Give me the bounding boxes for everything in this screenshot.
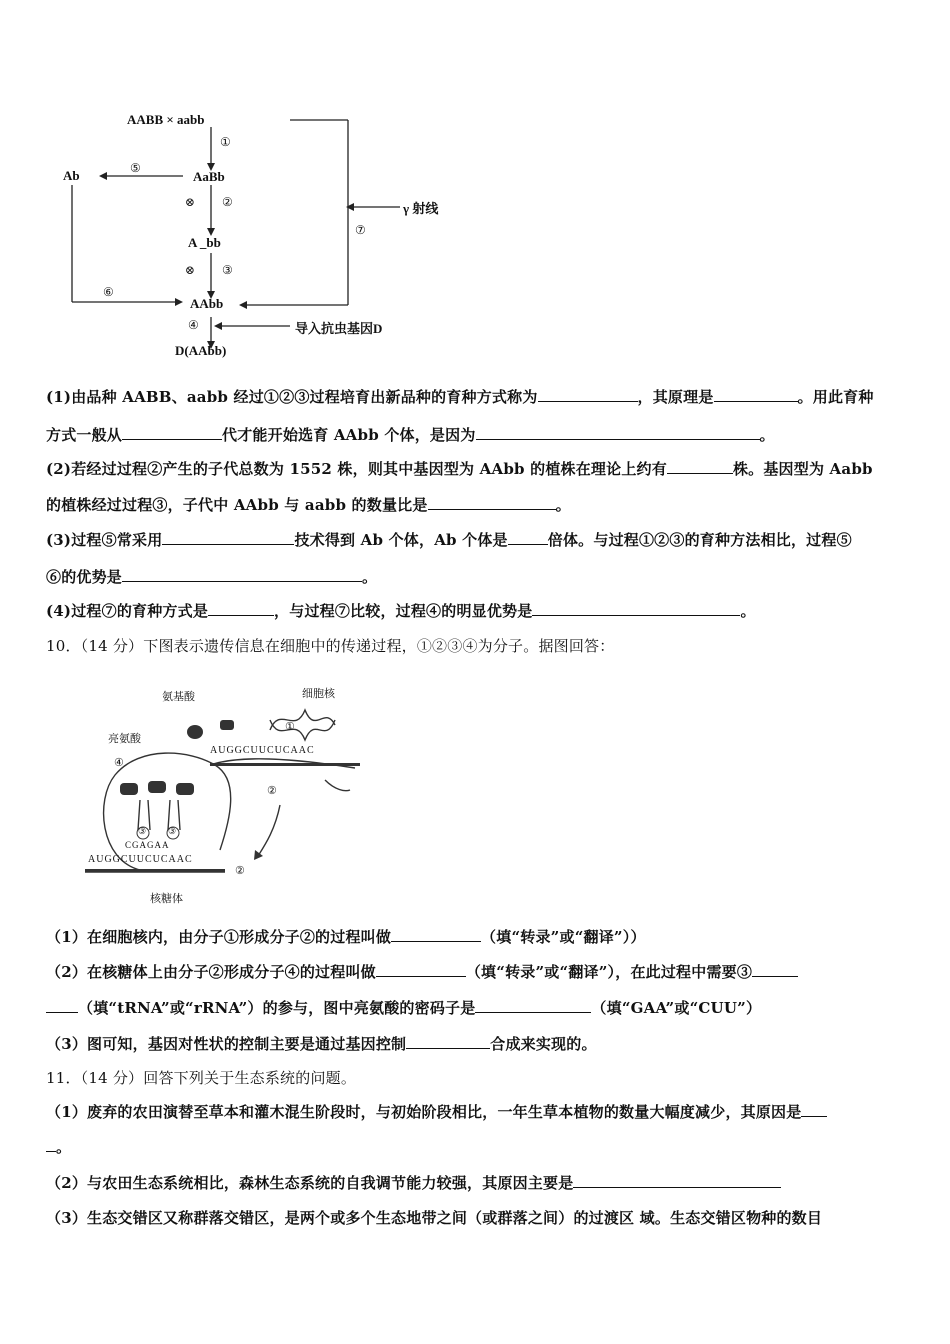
q11-s3a: （3）生态交错区又称群落交错区，是两个或多个生态地带之间（或群落之间）的过渡区 域。生态交错区物种的数目	[46, 1209, 823, 1227]
answer-blank[interactable]	[538, 387, 638, 402]
q9-part3-line2	[46, 566, 377, 587]
q9-p2d: 。	[555, 496, 571, 514]
molecule-2-label: ②	[267, 785, 277, 797]
answer-blank[interactable]	[122, 567, 362, 582]
q9-p1f: 。	[759, 426, 775, 444]
step-3-label: ③	[222, 263, 233, 277]
step-7-label: ⑦	[355, 223, 366, 237]
ribosome-label: 核糖体	[150, 893, 183, 905]
q10-s2b: （填“转录”或“翻译”），在此过程中需要③	[465, 963, 753, 981]
mrna-bottom-sequence: AUGGCUUCUCAAC	[88, 854, 193, 865]
q10-title-text: 10．（14 分）下图表示遗传信息在细胞中的传递过程，①②③④为分子。据图回答：	[46, 637, 615, 655]
q9-part1-line2	[46, 424, 775, 445]
q10-sub1	[46, 926, 646, 947]
molecule-3-label: ③	[138, 826, 147, 836]
q9-p2c: 的植株经过过程③，子代中 AAbb 与 aabb 的数量比是	[46, 496, 428, 514]
q9-p3a: (3)过程⑤常采用	[46, 531, 163, 549]
amino-acid-label: 氨基酸	[162, 691, 195, 703]
q10-s2a: （2）在核糖体上由分子②形成分子④的过程叫做	[46, 963, 376, 981]
q10-s1a: （1）在细胞核内，由分子①形成分子②的过程叫做	[46, 928, 392, 946]
step-1-label: ①	[220, 135, 231, 149]
mrna-top-sequence: AUGGCUUCUCAAC	[210, 745, 315, 756]
breeding-diagram	[55, 105, 475, 365]
q10-sub2-line2	[46, 997, 761, 1018]
q10-title	[46, 635, 614, 656]
answer-blank[interactable]	[122, 425, 222, 440]
q9-p1d: 方式一般从	[46, 426, 123, 444]
q9-p4a: (4)过程⑦的育种方式是	[46, 602, 209, 620]
f1-label: AaBb	[193, 169, 225, 184]
q9-p3e: 。	[362, 568, 378, 586]
answer-blank[interactable]	[406, 1034, 490, 1049]
step-2-label: ②	[222, 195, 233, 209]
leucine-label: 亮氨酸	[108, 733, 141, 745]
step-6-label: ⑥	[103, 285, 114, 299]
selfing-symbol: ⊗	[185, 195, 196, 209]
q11-title	[46, 1067, 356, 1088]
gamma-label: γ 射线	[403, 201, 439, 216]
q11-s2a: （2）与农田生态系统相比，森林生态系统的自我调节能力较强，其原因主要是	[46, 1174, 574, 1192]
q11-s1a: （1）废弃的农田演替至草本和灌木混生阶段时，与初始阶段相比，一年生草本植物的数量大幅度减少，其原因是	[46, 1103, 802, 1121]
answer-blank[interactable]	[801, 1102, 827, 1117]
answer-blank[interactable]	[46, 1137, 56, 1152]
molecule-3-label: ③	[168, 826, 177, 836]
answer-blank[interactable]	[476, 425, 760, 440]
q9-p2b: 株。基因型为 Aabb	[732, 460, 873, 478]
q11-sub2	[46, 1172, 781, 1193]
q9-part4	[46, 600, 756, 621]
ab-label: Ab	[63, 168, 80, 183]
molecule-2-label: ②	[235, 865, 245, 877]
q9-p3b: 技术得到 Ab 个体，Ab 个体是	[294, 531, 508, 549]
answer-blank[interactable]	[714, 387, 798, 402]
q9-p4c: 。	[740, 602, 756, 620]
q10-s3a: （3）图可知，基因对性状的控制主要是通过基因控制	[46, 1035, 407, 1053]
step-4-label: ④	[188, 318, 199, 332]
q9-part1-line1	[46, 386, 874, 407]
q11-sub1-line2	[46, 1136, 71, 1157]
q9-part2-line2	[46, 494, 571, 515]
answer-blank[interactable]	[391, 927, 481, 942]
selfing-symbol: ⊗	[185, 263, 196, 277]
q11-sub3	[46, 1207, 822, 1228]
q10-s2c: （填“tRNA”或“rRNA”）的参与，图中亮氨酸的密码子是	[78, 999, 476, 1017]
nucleus-label: 细胞核	[302, 688, 335, 700]
q11-sub1-line1	[46, 1101, 827, 1122]
q10-s2d: （填“GAA”或“CUU”）	[591, 999, 762, 1017]
answer-blank[interactable]	[573, 1173, 781, 1188]
translation-diagram-art	[80, 680, 380, 910]
answer-blank[interactable]	[208, 601, 274, 616]
translation-diagram	[80, 680, 380, 910]
molecule-4-label: ④	[114, 757, 124, 769]
q9-p3d: ⑥的优势是	[46, 568, 123, 586]
answer-blank[interactable]	[46, 998, 78, 1013]
answer-blank[interactable]	[162, 530, 294, 545]
q11-title-text: 11．（14 分）回答下列关于生态系统的问题。	[46, 1069, 357, 1087]
anticodon-sequence: CGAGAA	[125, 840, 170, 850]
breeding-diagram-lines	[55, 105, 475, 365]
answer-blank[interactable]	[752, 962, 798, 977]
q9-p2a: (2)若经过过程②产生的子代总数为 1552 株，则其中基因型为 AAbb 的植株在理论上约有	[46, 460, 667, 478]
answer-blank[interactable]	[532, 601, 740, 616]
cross-label: AABB × aabb	[127, 112, 205, 127]
q9-p1a: (1)由品种 AABB、aabb 经过①②③过程培育出新品种的育种方式称为	[46, 388, 538, 406]
step-5-label: ⑤	[130, 161, 141, 175]
q9-part3-line1	[46, 529, 852, 550]
q9-p3c: 倍体。与过程①②③的育种方法相比，过程⑤	[547, 531, 852, 549]
answer-blank[interactable]	[508, 530, 548, 545]
result-label: D(AAbb)	[175, 343, 227, 358]
q11-s1b: 。	[56, 1138, 72, 1156]
q10-s3b: 合成来实现的。	[490, 1035, 597, 1053]
answer-blank[interactable]	[428, 495, 556, 510]
q10-sub2-line1	[46, 961, 798, 982]
q9-p4b: ，与过程⑦比较，过程④的明显优势是	[274, 602, 533, 620]
a-bb-label: A _bb	[188, 235, 221, 250]
target-label: AAbb	[190, 296, 224, 311]
q9-p1b: ，其原理是	[637, 388, 714, 406]
q10-sub3	[46, 1033, 597, 1054]
q9-p1e: 代才能开始选育 AAbb 个体，是因为	[222, 426, 476, 444]
molecule-1-label: ①	[285, 721, 295, 733]
answer-blank[interactable]	[475, 998, 591, 1013]
q9-part2-line1	[46, 458, 873, 479]
import-gene-label: 导入抗虫基因D	[295, 321, 383, 336]
answer-blank[interactable]	[376, 962, 466, 977]
q10-s1b: （填“转录”或“翻译”））	[481, 928, 646, 946]
answer-blank[interactable]	[667, 459, 733, 474]
q9-p1c: 。用此育种	[797, 388, 874, 406]
